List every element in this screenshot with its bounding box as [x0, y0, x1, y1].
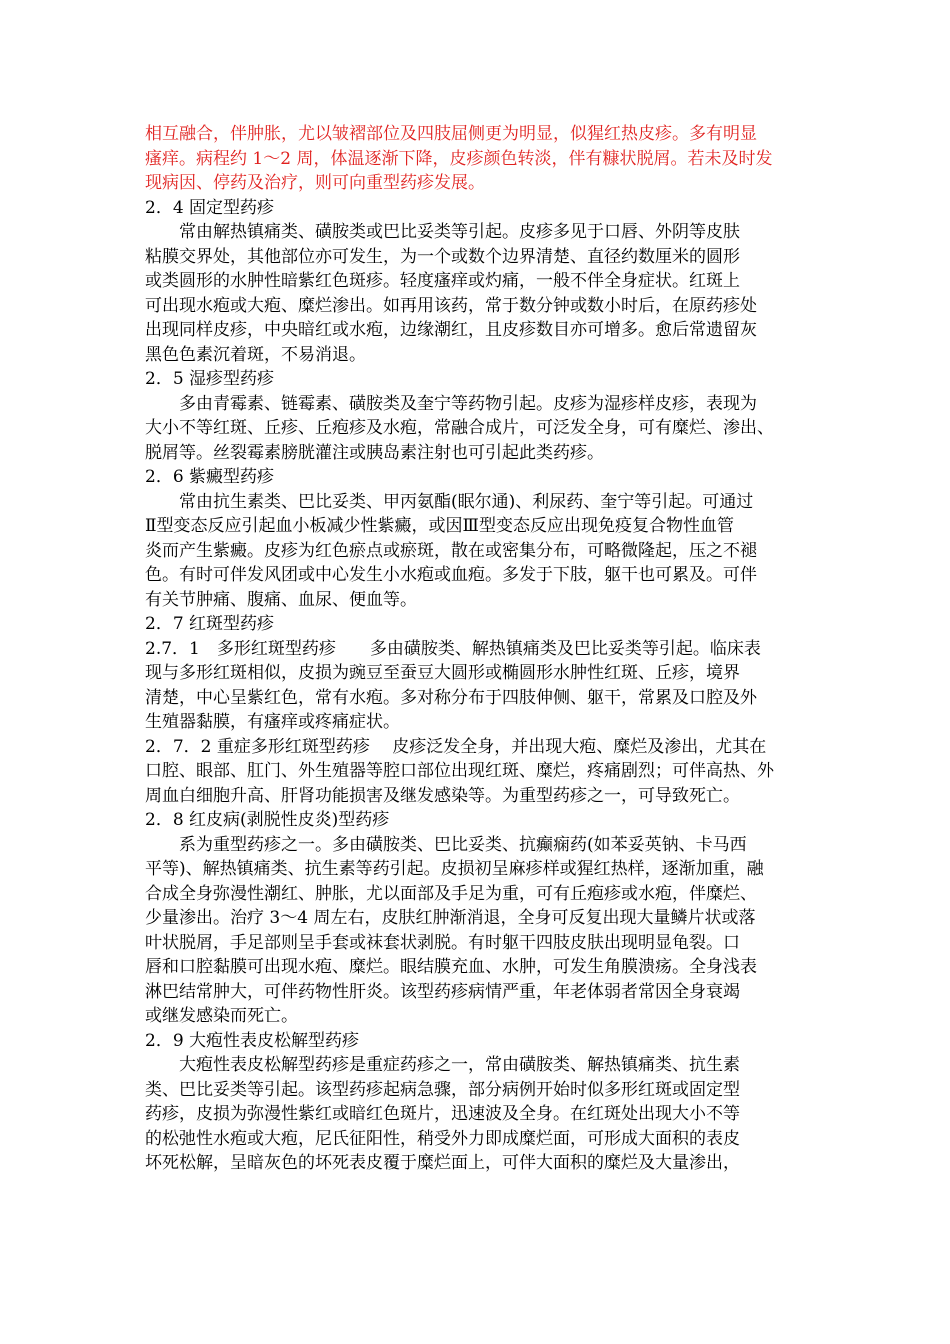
paragraph-line: 粘膜交界处，其他部位亦可发生，为一个或数个边界清楚、直径约数厘米的圆形: [145, 246, 740, 267]
paragraph-line: 或类圆形的水肿性暗紫红色斑疹。轻度瘙痒或灼痛，一般不伴全身症状。红斑上: [145, 271, 740, 291]
paragraph-line: 清楚，中心呈紫红色，常有水疱。多对称分布于四肢伸侧、躯干，常累及口腔及外: [145, 687, 757, 708]
paragraph-line: 淋巴结常肿大，可伴药物性肝炎。该型药疹病情严重，年老体弱者常因全身衰竭: [145, 981, 740, 1002]
paragraph-line: 平等)、解热镇痛类、抗生素等药引起。皮损初呈麻疹样或猩红热样，逐渐加重，融: [145, 859, 764, 879]
paragraph-line: 口腔、眼部、肛门、外生殖器等腔口部位出现红斑、糜烂，疼痛剧烈；可伴高热、外: [145, 761, 774, 781]
paragraph-line: 少量渗出。治疗 3～4 周左右，皮肤红肿渐消退，全身可反复出现大量鳞片状或落: [145, 908, 756, 928]
paragraph-line: 的松弛性水疱或大疱，尼氏征阳性，稍受外力即成糜烂面，可形成大面积的表皮: [145, 1128, 740, 1149]
section-2-8: [145, 808, 810, 1029]
paragraph-line: 或继发感染而死亡。: [145, 1006, 298, 1026]
paragraph-line: 炎而产生紫癜。皮疹为红色瘀点或瘀斑，散在或密集分布，可略微隆起，压之不褪: [145, 540, 757, 561]
paragraph-line: 色。有时可伴发风团或中心发生小水疱或血疱。多发于下肢，躯干也可累及。可伴: [145, 565, 757, 585]
paragraph-line: 周血白细胞升高、肝肾功能损害及继发感染等。为重型药疹之一，可导致死亡。: [145, 785, 740, 806]
intro-paragraph: [145, 122, 810, 196]
paragraph-line: 生殖器黏膜，有瘙痒或疼痛症状。: [145, 712, 400, 732]
paragraph-line: 黑色色素沉着斑，不易消退。: [145, 344, 366, 365]
section-2-9: [145, 1029, 810, 1176]
section-heading: 2．5 湿疹型药疹: [145, 369, 275, 389]
intro-line: 瘙痒。病程约 1～2 周，体温逐渐下降，皮疹颜色转淡，伴有糠状脱屑。若未及时发: [145, 148, 773, 169]
paragraph-line: 合成全身弥漫性潮红、肿胀，尤以面部及手足为重，可有丘疱疹或水疱，伴糜烂、: [145, 883, 757, 904]
intro-line: 现病因、停药及治疗，则可向重型药疹发展。: [145, 173, 485, 193]
section-2-7: [145, 612, 810, 808]
section-2-5: [145, 367, 810, 465]
paragraph-line: 唇和口腔黏膜可出现水疱、糜烂。眼结膜充血、水肿，可发生角膜溃疡。全身浅表: [145, 957, 757, 977]
paragraph-line: 出现同样皮疹，中央暗红或水疱，边缘潮红，且皮疹数目亦可增多。愈后常遗留灰: [145, 320, 757, 340]
document-page: [145, 122, 810, 1176]
intro-line: 相互融合，伴肿胀，尤以皱褶部位及四肢屈侧更为明显，似猩红热皮疹。多有明显: [145, 124, 757, 144]
paragraph-line: 脱屑等。丝裂霉素膀胱灌注或胰岛素注射也可引起此类药疹。: [145, 442, 604, 463]
section-heading: 2．7 红斑型药疹: [145, 614, 275, 634]
paragraph-line: 系为重型药疹之一。多由磺胺类、巴比妥类、抗癫痫药(如苯妥英钠、卡马西: [179, 834, 747, 855]
paragraph-line: 坏死松解，呈暗灰色的坏死表皮覆于糜烂面上，可伴大面积的糜烂及大量渗出，: [145, 1153, 740, 1173]
paragraph-line: 常由抗生素类、巴比妥类、甲丙氨酯(眠尔通)、利尿药、奎宁等引起。可通过: [179, 491, 754, 512]
paragraph-line: 大疱性表皮松解型药疹是重症药疹之一，常由磺胺类、解热镇痛类、抗生素: [179, 1055, 740, 1075]
paragraph-line: 叶状脱屑，手足部则呈手套或袜套状剥脱。有时躯干四肢皮肤出现明显龟裂。口: [145, 932, 740, 953]
paragraph-line: 药疹，皮损为弥漫性紫红或暗红色斑片，迅速波及全身。在红斑处出现大小不等: [145, 1104, 740, 1124]
section-heading: 2．8 红皮病(剥脱性皮炎)型药疹: [145, 810, 390, 830]
section-heading: 2．9 大疱性表皮松解型药疹: [145, 1030, 360, 1051]
section-heading: 2．4 固定型药疹: [145, 197, 275, 218]
paragraph-line: 2．7．2 重症多形红斑型药疹 皮疹泛发全身，并出现大疱、糜烂及渗出，尤其在: [145, 736, 767, 757]
paragraph-line: 现与多形红斑相似，皮损为豌豆至蚕豆大圆形或椭圆形水肿性红斑、丘疹，境界: [145, 663, 740, 683]
paragraph-line: 常由解热镇痛类、磺胺类或巴比妥类等引起。皮疹多见于口唇、外阴等皮肤: [179, 222, 740, 242]
paragraph-line: 有关节肿痛、腹痛、血尿、便血等。: [145, 589, 417, 610]
paragraph-line: 多由青霉素、链霉素、磺胺类及奎宁等药物引起。皮疹为湿疹样皮疹，表现为: [179, 393, 757, 414]
paragraph-line: 2.7．1 多形红斑型药疹 多由磺胺类、解热镇痛类及巴比妥类等引起。临床表: [145, 638, 761, 659]
paragraph-line: Ⅱ型变态反应引起血小板减少性紫癜，或因Ⅲ型变态反应出现免疫复合物性血管: [145, 516, 734, 536]
paragraph-line: 大小不等红斑、丘疹、丘疱疹及水疱，常融合成片，可泛发全身，可有糜烂、渗出、: [145, 418, 774, 438]
section-2-4: [145, 196, 810, 368]
section-heading: 2．6 紫癜型药疹: [145, 467, 275, 487]
paragraph-line: 类、巴比妥类等引起。该型药疹起病急骤，部分病例开始时似多形红斑或固定型: [145, 1079, 740, 1100]
paragraph-line: 可出现水疱或大疱、糜烂渗出。如再用该药，常于数分钟或数小时后，在原药疹处: [145, 295, 757, 316]
section-2-6: [145, 465, 810, 612]
